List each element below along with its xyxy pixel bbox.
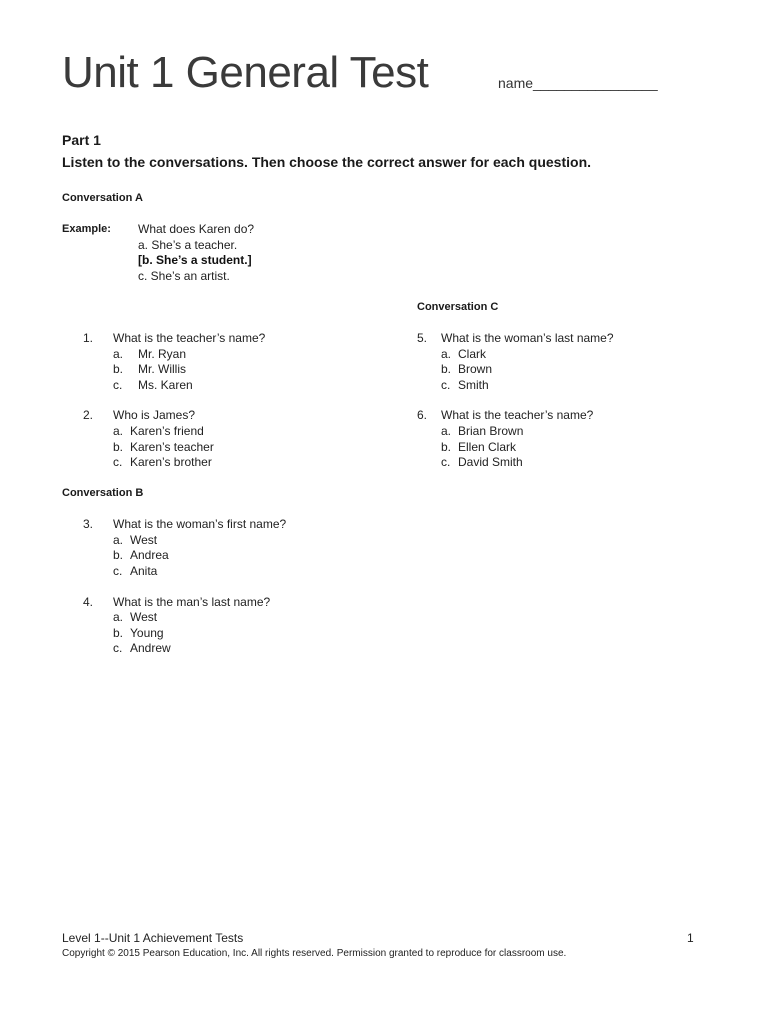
option-text: Smith [458,378,489,392]
option-letter: b. [113,626,124,640]
option-letter: b. [441,362,452,376]
option-text: Andrea [130,548,169,562]
q3-option-c [113,564,157,578]
q3-option-a [113,533,157,547]
question-number: 2. [83,408,94,422]
question-2 [83,408,195,422]
conversation-b-heading: Conversation B [62,487,144,499]
q2-option-a [113,424,204,438]
option-text: Mr. Willis [138,362,186,376]
q5-option-c [441,378,489,392]
test-title: Unit 1 General Test [62,48,429,97]
q5-option-a [441,347,486,361]
option-letter: b. [113,548,124,562]
part-heading: Part 1 [62,132,101,148]
option-text: Karen’s friend [130,424,204,438]
option-letter: a. [113,610,124,624]
option-letter: c. [113,564,123,578]
option-letter: a. [441,424,452,438]
q4-option-a [113,610,157,624]
q4-option-b [113,626,164,640]
option-text: David Smith [458,455,523,469]
option-letter: b. [113,440,124,454]
question-number: 6. [417,408,428,422]
option-letter: a. [113,347,124,361]
example-question: What does Karen do? [138,222,255,236]
option-letter: c. [113,455,123,469]
q1-option-b [113,362,186,376]
question-1 [83,331,265,345]
example-option-b-answer: [b. She’s a student.] [138,253,252,267]
option-text: Anita [130,564,158,578]
option-text: West [130,610,158,624]
footer-copyright: Copyright © 2015 Pearson Education, Inc. All rights reserved. Permission granted to reproduce for classroom use. [62,948,567,959]
q5-option-b [441,362,492,376]
q4-option-c [113,641,171,655]
q6-option-a [441,424,523,438]
question-3 [83,517,286,531]
option-text: Brown [458,362,493,376]
question-4 [83,595,270,609]
question-text: What is the man’s last name? [113,595,271,609]
option-letter: c. [441,378,451,392]
option-letter: a. [113,533,124,547]
instructions: Listen to the conversations. Then choose the correct answer for each question. [62,154,592,170]
option-letter: c. [441,455,451,469]
option-text: Brian Brown [458,424,524,438]
q1-option-c [113,378,193,392]
option-text: Clark [458,347,487,361]
option-text: Young [130,626,164,640]
option-letter: a. [441,347,452,361]
option-letter: b. [441,440,452,454]
name-field-label: name________________ [498,75,658,91]
question-number: 3. [83,517,94,531]
q3-option-b [113,548,169,562]
page-number: 1 [687,931,694,945]
option-text: Karen’s brother [130,455,212,469]
question-5 [417,331,614,345]
question-text: What is the teacher’s name? [113,331,266,345]
option-text: Andrew [130,641,171,655]
question-text: What is the teacher’s name? [441,408,594,422]
question-6 [417,408,593,422]
question-number: 4. [83,595,94,609]
q6-option-b [441,440,516,454]
example-label: Example: [62,223,111,235]
conversation-a-heading: Conversation A [62,192,143,204]
option-text: Ms. Karen [138,378,193,392]
footer-level: Level 1--Unit 1 Achievement Tests [62,931,244,945]
q1-option-a [113,347,186,361]
question-text: What is the woman’s first name? [113,517,287,531]
option-text: Karen’s teacher [130,440,214,454]
question-number: 1. [83,331,94,345]
example-option-a: a. She’s a teacher. [138,238,238,252]
conversation-c-heading: Conversation C [417,301,499,313]
q2-option-c [113,455,212,469]
option-letter: a. [113,424,124,438]
option-letter: b. [113,362,124,376]
question-text: Who is James? [113,408,196,422]
option-text: West [130,533,158,547]
q2-option-b [113,440,214,454]
option-text: Ellen Clark [458,440,517,454]
option-text: Mr. Ryan [138,347,187,361]
question-text: What is the woman’s last name? [441,331,614,345]
q6-option-c [441,455,523,469]
option-letter: c. [113,378,123,392]
question-number: 5. [417,331,428,345]
example-option-c: c. She’s an artist. [138,269,230,283]
option-letter: c. [113,641,123,655]
